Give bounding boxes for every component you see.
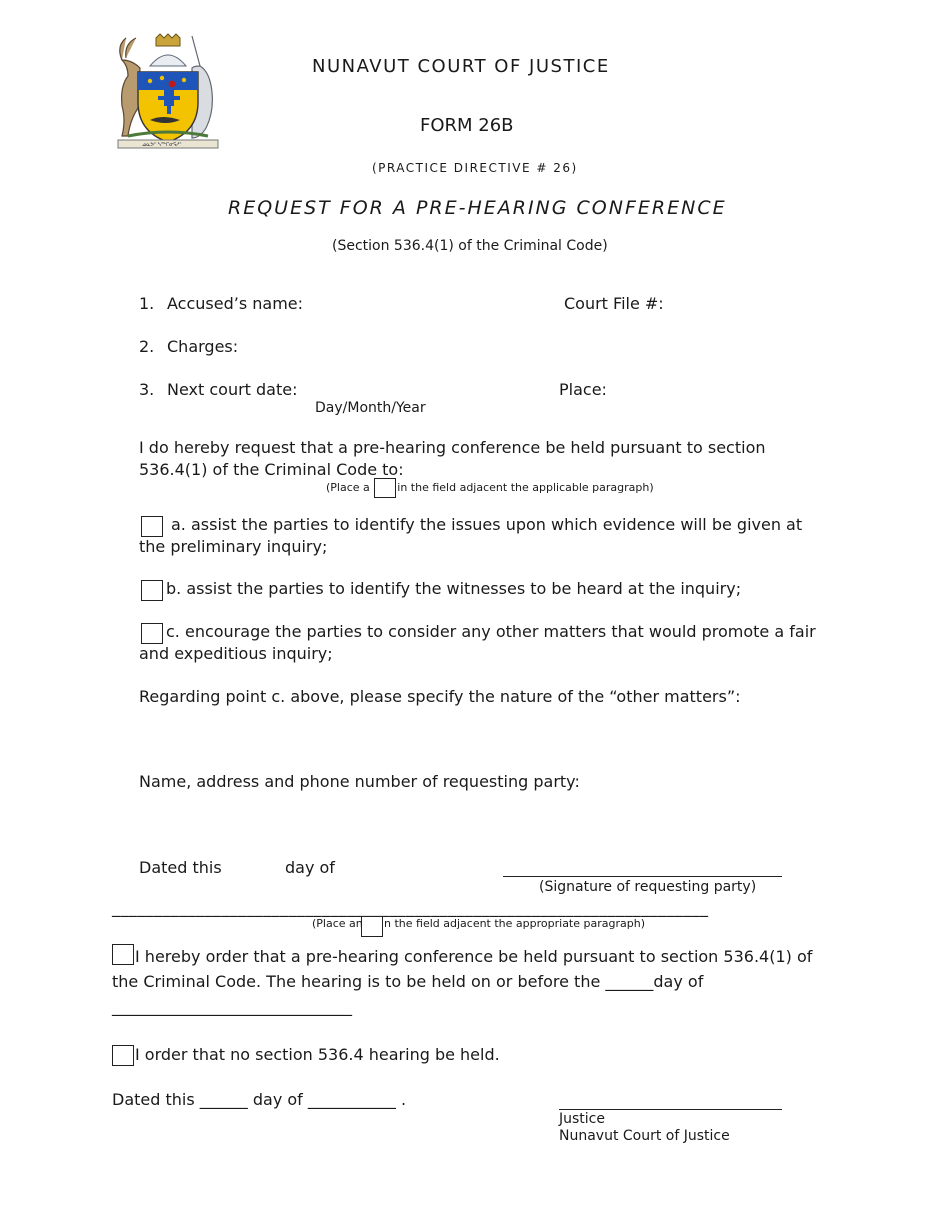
option-b-checkbox[interactable] — [141, 580, 163, 601]
order-hint-before: (Place an — [312, 917, 363, 930]
request-day-of: day of — [285, 858, 335, 877]
practice-directive: (PRACTICE DIRECTIVE # 26) — [372, 161, 578, 175]
request-intro: I do hereby request that a pre-hearing conference be held pursuant to section 536.4(1) of the Criminal Code to: — [139, 438, 766, 479]
order-hint-tail: n the field adjacent the appropriate paragraph) — [384, 917, 645, 930]
order-hearing-text: I hereby order that a pre-hearing conference be held pursuant to section 536.4(1) of the Criminal Code. The hearing is to be held on or before the ______day of ______________________________ — [112, 947, 813, 1016]
request-hint-after: in the field adjacent the applicable paragraph) — [397, 481, 654, 494]
next-date-number: 3. — [139, 380, 155, 399]
next-court-date-label: Next court date: — [167, 380, 298, 399]
order-hint-checkbox — [361, 916, 383, 937]
justice-court-label: Nunavut Court of Justice — [559, 1128, 730, 1144]
svg-text:ᓄᓇᕗᑦ ᓴᙱᓂᕋᓱᑦ: ᓄᓇᕗᑦ ᓴᙱᓂᕋᓱᑦ — [142, 142, 182, 148]
request-hint-before: (Place a — [326, 481, 370, 494]
form-number: FORM 26B — [420, 115, 514, 136]
option-a-text: a. assist the parties to identify the issues upon which evidence will be given at the preliminary inquiry; — [139, 515, 803, 556]
order-dated-line: Dated this ______ day of ___________ . — [112, 1090, 407, 1109]
form-title: REQUEST FOR A PRE-HEARING CONFERENCE — [228, 197, 727, 219]
order-hint — [312, 917, 363, 930]
date-format-hint: Day/Month/Year — [315, 400, 426, 416]
charges-label: Charges: — [167, 337, 239, 356]
coat-of-arms-logo — [112, 32, 224, 154]
place-label: Place: — [559, 380, 607, 399]
signature-line — [503, 876, 782, 877]
court-file-label: Court File #: — [564, 294, 664, 313]
accused-name-label: Accused’s name: — [167, 294, 304, 313]
option-b-text: b. assist the parties to identify the witnesses to be heard at the inquiry; — [166, 579, 742, 598]
other-matters-label: Regarding point c. above, please specify the nature of the “other matters”: — [139, 687, 741, 706]
order-no-hearing-checkbox[interactable] — [112, 1045, 134, 1066]
court-name: NUNAVUT COURT OF JUSTICE — [312, 56, 610, 77]
accused-number: 1. — [139, 294, 155, 313]
request-hint — [326, 478, 654, 498]
option-c-text: c. encourage the parties to consider any other matters that would promote a fair and expeditious inquiry; — [139, 622, 816, 663]
signature-label: (Signature of requesting party) — [539, 879, 757, 895]
order-no-hearing-text: I order that no section 536.4 hearing be held. — [135, 1045, 500, 1064]
request-hint-checkbox — [374, 478, 396, 498]
request-dated-this: Dated this — [139, 858, 222, 877]
justice-label: Justice — [559, 1111, 605, 1127]
section-divider: _______________________________________________________________________ — [112, 898, 709, 917]
justice-signature-line — [559, 1109, 782, 1110]
charges-number: 2. — [139, 337, 155, 356]
statute-reference: (Section 536.4(1) of the Criminal Code) — [332, 238, 608, 254]
requesting-party-label: Name, address and phone number of requesting party: — [139, 772, 580, 791]
